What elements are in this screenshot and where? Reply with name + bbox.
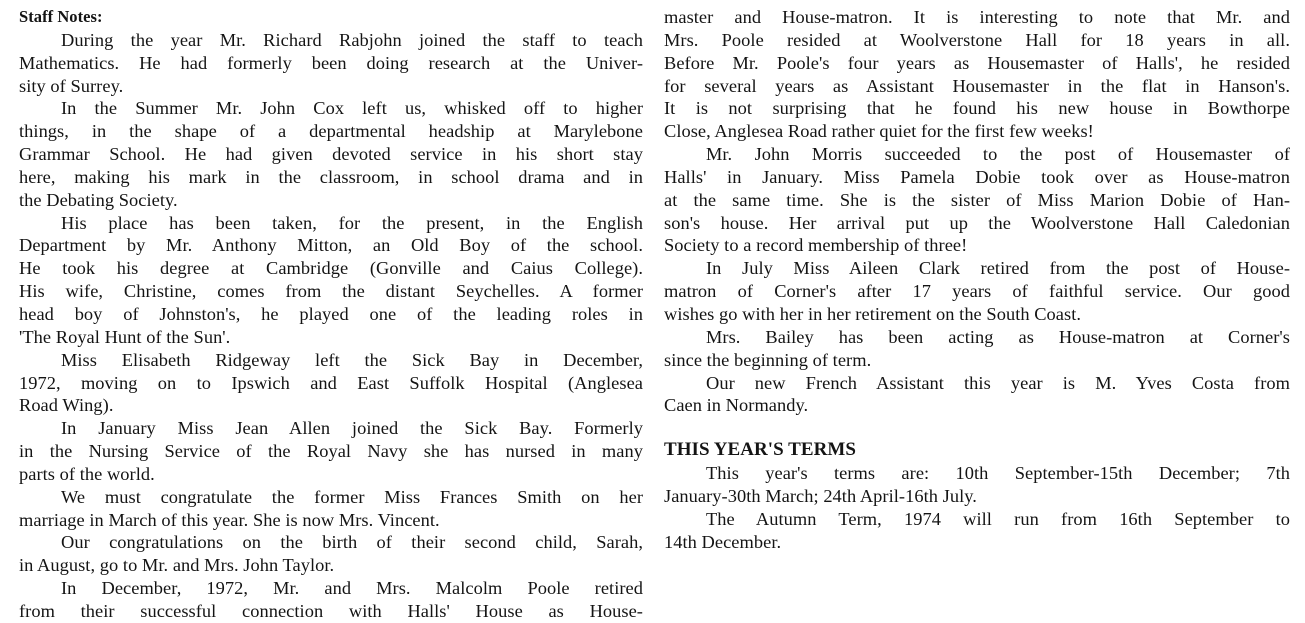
text-line: for several years as Assistant Housemaster in the flat in Hanson's. xyxy=(664,75,1290,96)
text-line: In July Miss Aileen Clark retired from the post of House- xyxy=(706,258,1290,279)
text-line: During the year Mr. Richard Rabjohn joined the staff to teach xyxy=(61,29,643,50)
text-line: January-30th March; 24th April-16th July. xyxy=(664,485,977,506)
terms-heading: THIS YEAR'S TERMS xyxy=(664,439,856,461)
paragraph-poole-continued xyxy=(664,6,1290,143)
text-line: Our congratulations on the birth of their second child, Sarah, xyxy=(61,532,643,553)
text-line: In the Summer Mr. John Cox left us, whisked off to higher xyxy=(61,98,643,119)
paragraph-allen xyxy=(19,417,643,486)
text-line: son's house. Her arrival put up the Woolverstone Hall Caledonian xyxy=(664,212,1290,233)
paragraph-smith xyxy=(19,486,643,532)
text-line: marriage in March of this year. She is now Mrs. Vincent. xyxy=(19,509,440,530)
paragraph-mitton xyxy=(19,212,643,349)
text-line: Grammar School. He had given devoted service in his short stay xyxy=(19,144,643,165)
text-line: at the same time. She is the sister of Miss Marion Dobie of Han- xyxy=(664,189,1290,210)
text-line: In January Miss Jean Allen joined the Sick Bay. Formerly xyxy=(61,418,643,439)
text-line: 14th December. xyxy=(664,531,782,552)
text-line: Close, Anglesea Road rather quiet for the first few weeks! xyxy=(664,121,1094,142)
paragraph-ridgeway xyxy=(19,349,643,418)
paragraph-costa xyxy=(664,372,1290,418)
text-line: master and House-matron. It is interesting to note that Mr. and xyxy=(664,7,1290,27)
text-line: Department by Mr. Anthony Mitton, an Old Boy of the school. xyxy=(19,235,643,256)
staff-notes-heading: Staff Notes: xyxy=(19,7,103,26)
text-line: His wife, Christine, comes from the distant Seychelles. A former xyxy=(19,281,643,302)
text-line: Miss Elisabeth Ridgeway left the Sick Bay in December, xyxy=(61,349,643,370)
text-line: Halls' in January. Miss Pamela Dobie took over as House-matron xyxy=(664,166,1290,187)
text-line: since the beginning of term. xyxy=(664,349,872,370)
text-line: Mr. John Morris succeeded to the post of Housemaster of xyxy=(706,144,1290,165)
paragraph-bailey xyxy=(664,326,1290,372)
paragraph-rabjohn xyxy=(19,29,643,98)
paragraph-morris xyxy=(664,143,1290,257)
text-line: This year's terms are: 10th September-15th December; 7th xyxy=(706,463,1290,484)
text-line: in August, go to Mr. and Mrs. John Taylor. xyxy=(19,555,335,576)
paragraph-terms xyxy=(664,462,1290,508)
text-line: in the Nursing Service of the Royal Navy she has nursed in many xyxy=(19,441,643,462)
text-line: matron of Corner's after 17 years of faithful service. Our good xyxy=(664,281,1290,302)
text-line: 1972, moving on to Ipswich and East Suffolk Hospital (Anglesea xyxy=(19,372,643,393)
text-line: Our new French Assistant this year is M. Yves Costa from xyxy=(706,372,1290,393)
text-line: Mrs. Poole resided at Woolverstone Hall for 18 years in all. xyxy=(664,29,1290,50)
text-line: wishes go with her in her retirement on the South Coast. xyxy=(664,303,1082,324)
text-line: Caen in Normandy. xyxy=(664,395,809,416)
text-line: Mrs. Bailey has been acting as House-matron at Corner's xyxy=(706,326,1290,347)
text-line: His place has been taken, for the present, in the English xyxy=(61,212,643,233)
text-line: the Debating Society. xyxy=(19,189,178,210)
text-line: We must congratulate the former Miss Frances Smith on her xyxy=(61,486,643,507)
paragraph-clark xyxy=(664,257,1290,326)
text-line: Before Mr. Poole's four years as Housemaster of Halls', he resided xyxy=(664,52,1290,73)
text-line: parts of the world. xyxy=(19,463,155,484)
left-column xyxy=(19,6,643,623)
text-line: It is not surprising that he found his new house in Bowthorpe xyxy=(664,98,1290,119)
text-line: from their successful connection with Halls' House as House- xyxy=(19,600,643,621)
text-line: Road Wing). xyxy=(19,395,114,416)
right-column xyxy=(664,6,1290,553)
text-line: The Autumn Term, 1974 will run from 16th September to xyxy=(706,508,1290,529)
text-line: 'The Royal Hunt of the Sun'. xyxy=(19,326,231,347)
text-line: things, in the shape of a departmental headship at Marylebone xyxy=(19,121,643,142)
text-line: Mathematics. He had formerly been doing research at the Univer- xyxy=(19,52,643,73)
paragraph-cox xyxy=(19,97,643,211)
paragraph-taylor xyxy=(19,531,643,577)
paragraph-autumn-term xyxy=(664,508,1290,554)
text-line: head boy of Johnston's, he played one of the leading roles in xyxy=(19,303,643,324)
text-line: He took his degree at Cambridge (Gonville and Caius College). xyxy=(19,258,643,279)
text-line: In December, 1972, Mr. and Mrs. Malcolm Poole retired xyxy=(61,578,643,599)
text-line: here, making his mark in the classroom, in school drama and in xyxy=(19,166,643,187)
text-line: sity of Surrey. xyxy=(19,75,124,96)
paragraph-poole xyxy=(19,577,643,623)
text-line: Society to a record membership of three! xyxy=(664,235,968,256)
